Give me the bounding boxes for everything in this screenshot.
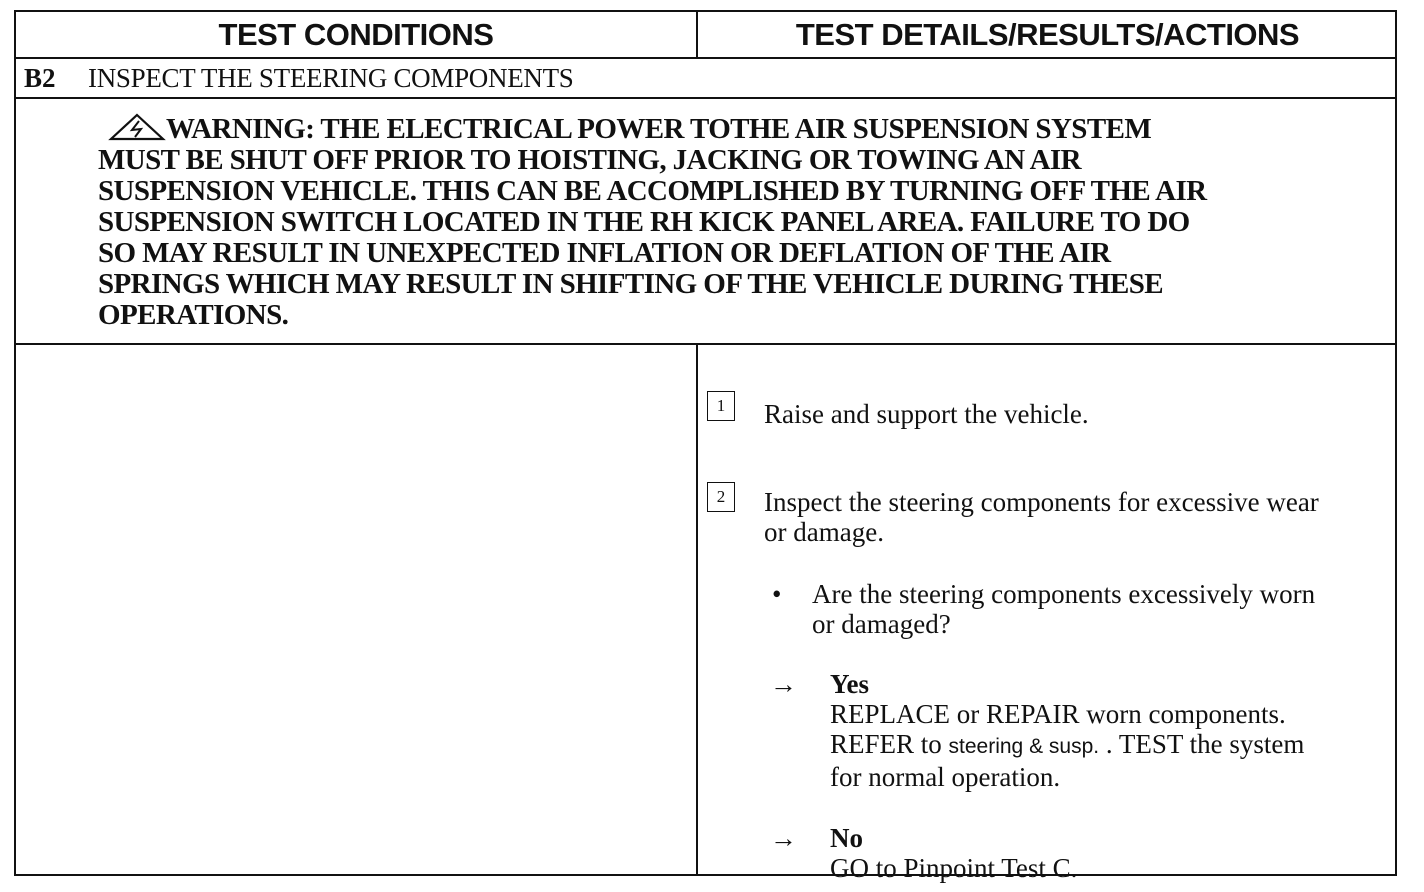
test-details-header: TEST DETAILS/RESULTS/ACTIONS [795,16,1300,52]
question-line-1: Are the steering components excessively worn [812,579,1316,609]
warning-line-6: SPRINGS WHICH MAY RESULT IN SHIFTING OF THE VEHICLE DURING THESE [98,268,1163,300]
step-number-2: 2 [707,482,735,512]
warning-line-3: SUSPENSION VEHICLE. THIS CAN BE ACCOMPLISHED BY TURNING OFF THE AIR [98,175,1207,207]
warning-line-4: SUSPENSION SWITCH LOCATED IN THE RH KICK PANEL AREA. FAILURE TO DO [98,206,1190,238]
yes-action-line-2 [830,729,1304,759]
yes-action-line-3: for normal operation. [830,762,1061,792]
question-bullet: • [772,579,782,609]
warning-line-7: OPERATIONS. [98,299,289,331]
yes-refer-text: REFER to [830,729,949,759]
test-conditions-header: TEST CONDITIONS [16,12,698,57]
no-result [830,823,1077,883]
table-header-row [16,12,1395,59]
test-details-cell [698,345,1397,883]
yes-arrow-icon: → [770,669,797,699]
no-label: No [830,823,863,853]
step-number-1: 1 [707,391,735,421]
yes-label: Yes [830,669,869,699]
warning-text [98,113,1328,331]
warning-line-5: SO MAY RESULT IN UNEXPECTED INFLATION OR DEFLATION OF THE AIR [98,237,1111,269]
question-text [812,579,1315,639]
step-1-text: Raise and support the vehicle. [764,399,1089,429]
warning-line-2: MUST BE SHUT OFF PRIOR TO HOISTING, JACKING OR TOWING AN AIR [98,144,1081,176]
step-title: INSPECT THE STEERING COMPONENTS [88,62,574,93]
step-2-line-1: Inspect the steering components for excessive wear [764,487,1319,517]
step-2-text [764,487,1319,547]
question-line-2: or damaged? [812,609,951,639]
step-2-line-2: or damage. [764,517,884,547]
warning-box [16,99,1395,345]
yes-result [830,669,1304,792]
warning-line-1: WARNING: THE ELECTRICAL POWER TOTHE AIR SUSPENSION SYSTEM [166,113,1152,145]
test-conditions-cell [16,345,698,876]
no-arrow-icon: → [770,823,797,853]
electrical-hazard-icon [108,113,166,141]
yes-action-line-1: REPLACE or REPAIR worn components. [830,699,1286,729]
no-action-line-1: GO to Pinpoint Test C. [830,853,1078,883]
step-id: B2 [24,62,56,93]
steering-susp-reference: steering & susp. [948,735,1100,758]
diagnostic-table [14,10,1397,883]
step-title-row [16,59,1395,99]
yes-test-text: . TEST the system [1099,729,1305,759]
